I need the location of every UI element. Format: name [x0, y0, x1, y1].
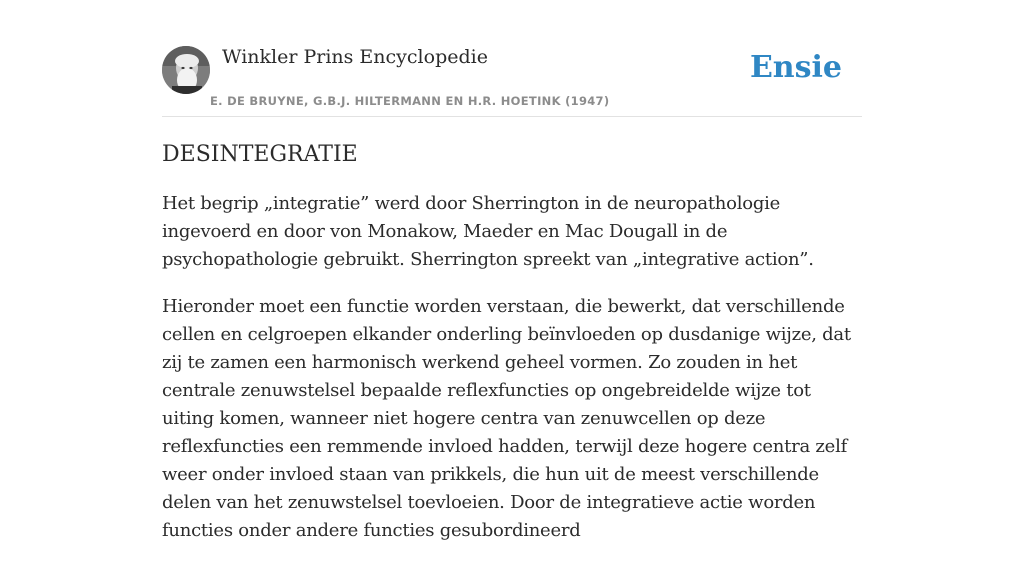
article-title: DESINTEGRATIE — [162, 142, 358, 167]
source-authors: E. DE BRUYNE, G.B.J. HILTERMANN EN H.R. HOETINK (1947) — [210, 94, 610, 108]
source-title[interactable]: Winkler Prins Encyclopedie — [222, 46, 488, 68]
author-portrait-icon — [162, 46, 210, 94]
author-avatar[interactable] — [162, 46, 210, 94]
page-header — [162, 46, 862, 117]
ensie-logo[interactable]: Ensie — [749, 50, 842, 85]
article-paragraph: Hieronder moet een functie worden verstaan, die bewerkt, dat verschillende cellen en celgroepen elkander onderling beïnvloeden op dusdanige wijze, dat zij te zamen een harmonisch werkend geheel vormen. Zo zouden in het centrale zenuwstelsel bepaalde reflexfuncties op ongebreidelde wijze tot uiting komen, wanneer niet hogere centra van zenuwcellen op deze reflexfuncties een remmende invloed hadden, terwijl deze hogere centra zelf weer onder invloed staan van prikkels, die hun uit de meest verschillende delen van het zenuwstelsel toevloeien. Door de integratieve actie worden functies onder andere functies gesubordineerd — [162, 296, 851, 541]
article-body — [162, 140, 862, 564]
article-paragraph: Het begrip „integratie” werd door Sherrington in de neuropathologie ingevoerd en door von Monakow, Maeder en Mac Dougall in de psychopathologie gebruikt. Sherrington spreekt van „integrative action”. — [162, 193, 814, 270]
